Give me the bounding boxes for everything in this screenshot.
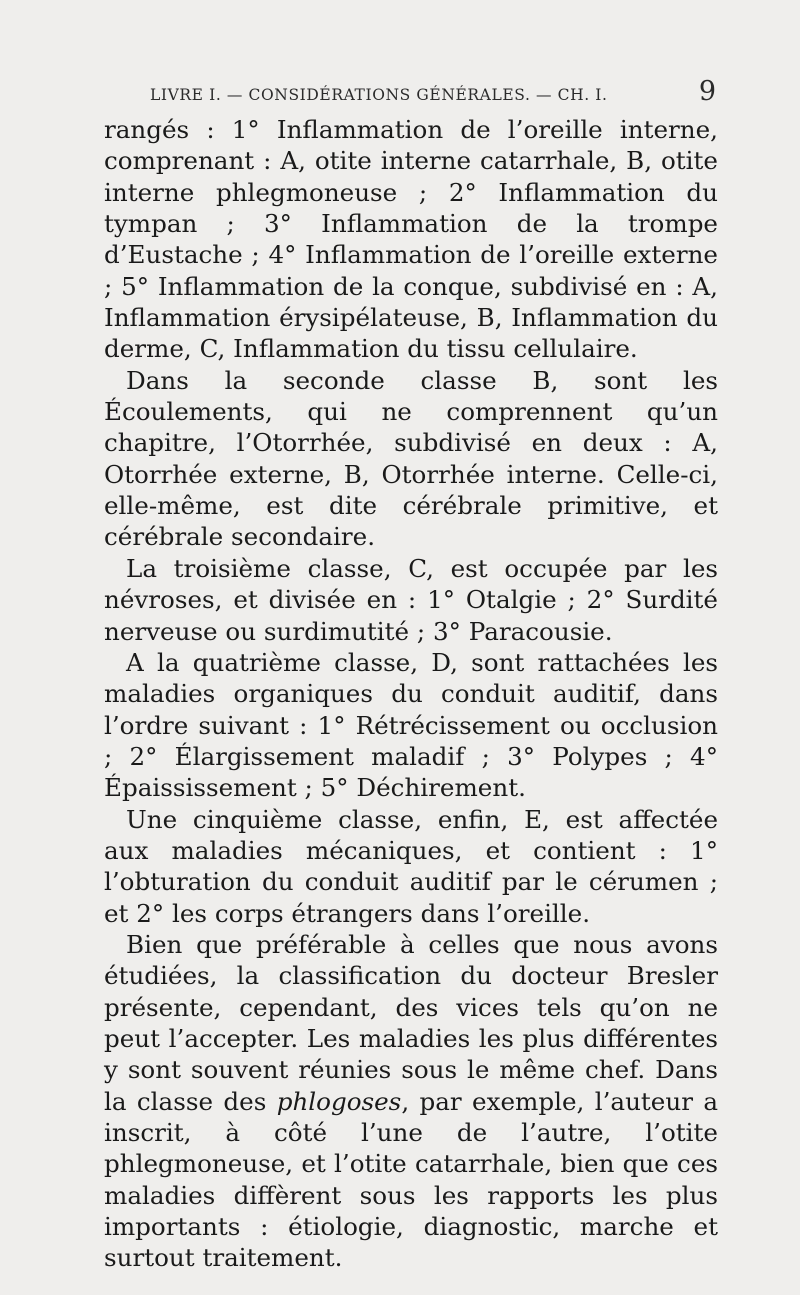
- running-head: [150, 76, 716, 110]
- paragraph-fourth-class: A la quatrième classe, D, sont rattachées les maladies organiques du conduit auditif, dans l’ordre suivant : 1° Rétrécissement ou occlusion ; 2° Élargissement maladif ; 3° Polypes ; 4° Épaississement ; 5° Déchirement.: [104, 647, 718, 803]
- paragraph-fifth-class: Une cinquième classe, enfin, E, est affectée aux maladies mécaniques, et contient : 1° l’obturation du conduit auditif par le cérumen ; et 2° les corps étrangers dans l’oreille.: [104, 804, 718, 928]
- critique-text-end: , par exemple, l’auteur a inscrit, à côté l’une de l’autre, l’otite phlegmoneuse, et l’otite catarrhale, bien que ces maladies diffèrent sous les rapports les plus importants : étiologie, diagnostic, marche et surtout traitement.: [104, 1086, 718, 1273]
- paragraph-second-class: Dans la seconde classe B, sont les Écoulements, qui ne comprennent qu’un chapitre, l’Otorrhée, subdivisé en deux : A, Otorrhée externe, B, Otorrhée interne. Celle-ci, elle-même, est dite cérébrale primitive, et cérébrale secondaire.: [104, 365, 718, 552]
- paragraph-third-class: La troisième classe, C, est occupée par les névroses, et divisée en : 1° Otalgie ; 2° Surdité nerveuse ou surdimutité ; 3° Paracousie.: [104, 553, 718, 646]
- critique-text-start: Bien que préférable à celles que nous avons étudiées, la classification du docteur Bresler présente, cependant, des vices tels qu’on ne peut l’accepter. Les maladies les plus différentes y sont souvent réunies sous le même chef. Dans la classe des: [104, 929, 718, 1116]
- paragraph-continued: rangés : 1° Inflammation de l’oreille interne, comprenant : A, otite interne catarrhale, B, otite interne phlegmoneuse ; 2° Inflammation du tympan ; 3° Inflammation de la trompe d’Eustache ; 4° Inflammation de l’oreille externe ; 5° Inflammation de la conque, subdivisé en : A, Inflammation érysipélateuse, B, Inflammation du derme, C, Inflammation du tissu cellulaire.: [104, 115, 718, 364]
- body-text: [104, 114, 718, 1274]
- running-title: LIVRE I. — CONSIDÉRATIONS GÉNÉRALES. — CH. I.: [150, 86, 608, 104]
- italic-term: phlogoses: [276, 1086, 402, 1116]
- page-number: 9: [698, 76, 716, 107]
- paragraph-critique: [104, 929, 718, 1274]
